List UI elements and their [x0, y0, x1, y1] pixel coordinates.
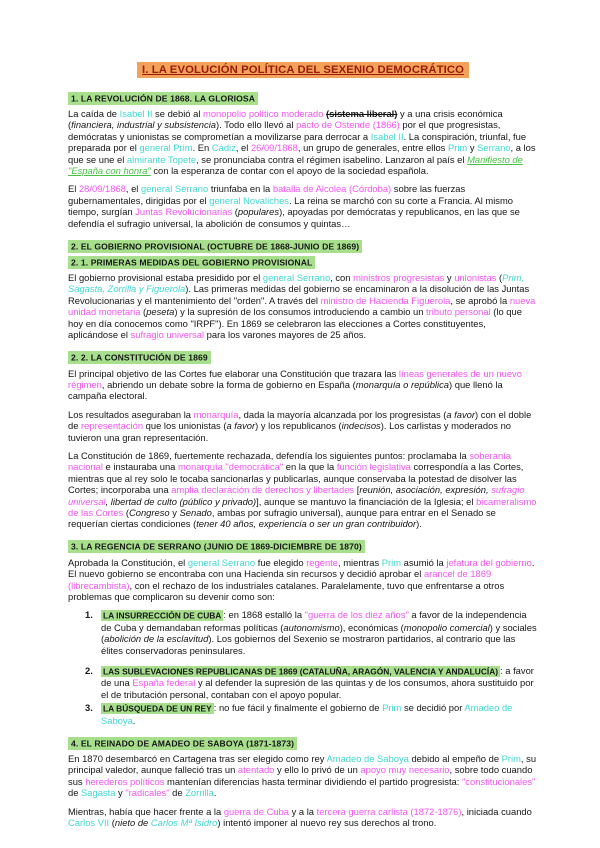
- text-run: Isabel II: [370, 130, 404, 142]
- text-run: (lo que hoy en día conocemos como "IRPF"). En 1869 se celebraron las elecciones a Cortes constituyentes, aplicándose el: [68, 306, 522, 341]
- text-run: , mientras: [338, 556, 382, 568]
- text-run: ministros progresistas: [353, 272, 445, 284]
- text-run: , se aprobó la: [450, 294, 510, 306]
- text-run: . La reina se marchó con su corte a Francia. Al mismo tiempo, surgían: [68, 194, 514, 218]
- section-heading-regencia-serrano: [68, 541, 538, 553]
- text-run: monopolio comercial: [403, 621, 490, 633]
- section-heading-constitucion-1869: [68, 352, 538, 364]
- text-run: , dada la mayoría alcanzada por los progresistas (: [238, 408, 447, 420]
- text-run: Carlos Mª Isidro: [150, 817, 218, 829]
- text-run: general Serrano: [262, 272, 331, 284]
- text-run: , con: [330, 272, 354, 284]
- paragraph-objetivo-cortes: [68, 368, 538, 402]
- paragraph-caida-isabel: [68, 108, 538, 176]
- text-run: Amadeo de Saboya: [326, 753, 409, 765]
- text-run: , libertad de culto (público y privado): [105, 495, 257, 507]
- text-run: Isabel II: [119, 108, 153, 119]
- paragraph-guerras: [68, 806, 538, 829]
- document-title: I. LA EVOLUCIÓN POLÍTICA DEL SEXENIO DEMOCRÁTICO: [137, 62, 469, 78]
- section-heading-label: 2. 1. PRIMERAS MEDIDAS DEL GOBIERNO PROVISIONAL: [68, 256, 315, 269]
- text-run: Carlos VII: [68, 817, 110, 829]
- text-run: Amadeo de Saboya: [101, 702, 513, 726]
- text-run: .: [213, 787, 217, 799]
- text-run: y: [444, 272, 455, 284]
- text-run: 28/09/1868: [78, 183, 126, 195]
- list-item-sublevaciones-republicanas: [85, 665, 538, 700]
- text-run: ), apoyadas por demócratas y republicanos, en las que se defendía el sufragio universal, la abolición de consumos y quintas…: [68, 206, 520, 229]
- text-run: ) y la supresión de los consumos introduciendo a cambio un: [174, 306, 427, 318]
- text-run: , a los que se une el: [68, 142, 536, 165]
- text-run: ).: [416, 518, 422, 530]
- text-run: a favor: [226, 420, 256, 432]
- text-run: Serrano: [477, 142, 511, 154]
- text-run: reunión, asociación, expresión,: [359, 484, 492, 496]
- text-run: herederos políticos: [85, 775, 165, 787]
- text-run: tener 40 años, experiencia o ser un gran contribuidor: [196, 518, 417, 530]
- text-run: pacto de Ostende (1866): [296, 119, 400, 131]
- text-run: , sobre todo cuando sus: [68, 764, 533, 787]
- text-run: jefatura del gobierno: [446, 556, 532, 568]
- text-run: y: [169, 506, 180, 518]
- text-run: tributo personal: [426, 306, 491, 318]
- text-run: correspondía a las Cortes, mientras que al rey solo le tocaba sancionarlas y publicarlas, aunque conservaba la potestad de disolver las Cortes; incorporaba una: [68, 461, 524, 496]
- text-run: y: [467, 142, 478, 154]
- text-run: , con el rechazo de los industriales catalanes. Paralelamente, tuvo que enfrentarse a otros problemas que complicaron su devenir como son:: [68, 579, 505, 602]
- text-run: , el: [235, 142, 251, 154]
- text-run: ). Los carlistas y moderados no tuvieron una gran representación.: [68, 420, 512, 443]
- text-run: Juntas Revolucionarias: [135, 206, 233, 218]
- text-run: a favor: [446, 408, 476, 420]
- text-run: peseta: [146, 306, 175, 318]
- text-run: España federal: [132, 677, 196, 689]
- text-run: que los unionistas (: [143, 420, 227, 432]
- text-run: , el: [125, 183, 141, 195]
- text-run: Los resultados aseguraban la: [68, 408, 194, 420]
- text-run: monarquía o república: [355, 378, 449, 390]
- text-run: : en 1868 estalló la: [223, 609, 305, 621]
- text-run: El principal objetivo de las Cortes fue elaborar una Constitución que trazara las: [68, 367, 399, 379]
- text-run: (: [232, 206, 238, 218]
- text-run: Prim: [501, 753, 521, 765]
- text-run: Prim: [381, 556, 402, 568]
- text-run: soberanía nacional: [68, 449, 512, 473]
- text-run: por el que progresistas, demócratas y unionistas se comprometían a movilizarse para derrocar a: [68, 119, 501, 142]
- text-run: ) y sociales (: [101, 621, 537, 645]
- text-run: apoyo muy necesario: [360, 764, 450, 776]
- text-run: "radicales": [125, 787, 170, 799]
- text-run: "constitucionales": [461, 775, 536, 787]
- text-run: sobre las fuerzas gubernamentales, dirigidas por el: [68, 183, 466, 206]
- text-run: triunfaba en la: [208, 183, 273, 195]
- text-run: abolición de la esclavitud: [104, 633, 209, 645]
- paragraph-puntos-constitucion: [68, 450, 538, 530]
- text-run: general Serrano: [187, 556, 256, 568]
- text-run: (: [109, 817, 115, 829]
- text-run: ) intentó imponer al nuevo rey sus derechos al trono.: [217, 817, 437, 829]
- text-run: (: [496, 272, 503, 284]
- text-run: sufragio universal: [68, 484, 525, 507]
- text-run: regente: [306, 556, 338, 568]
- text-run: almirante Topete: [126, 153, 197, 165]
- text-run: monopolio político moderado: [203, 108, 324, 119]
- text-run: monarquía "democrática": [178, 461, 284, 473]
- text-run: ministro de Hacienda Figuerola: [320, 294, 451, 306]
- text-run: debido al empeño de: [408, 753, 502, 765]
- section-heading-label: 3. LA REGENCIA DE SERRANO (JUNIO DE 1869-DICIEMBRE DE 1870): [68, 540, 365, 553]
- text-run: general Novaliches: [209, 194, 289, 206]
- text-run: , se pronunciaba contra el régimen isabelino. Lanzaron al país el: [196, 153, 468, 165]
- paragraph-resultados-elecciones: [68, 409, 538, 443]
- text-run: bicameralismo de las Cortes: [68, 495, 537, 518]
- text-run: , ambas por sufragio universal), aunque para entrar en el Senado se requerían ciertas condiciones (: [68, 506, 496, 530]
- text-run: con la esperanza de contar con el apoyo de la sociedad española.: [150, 165, 429, 177]
- list-item-number: 3.: [85, 702, 93, 714]
- text-run: ) que llenó la campaña electoral.: [68, 378, 503, 402]
- text-run: general Prim: [139, 142, 193, 154]
- text-run: Congreso: [128, 506, 170, 518]
- text-run: general Serrano: [141, 183, 209, 195]
- section-heading-label: 1. LA REVOLUCIÓN DE 1868. LA GLORIOSA: [68, 92, 258, 105]
- text-run: Senado: [179, 506, 212, 518]
- text-run: nueva unidad monetaria: [68, 294, 536, 318]
- text-run: La Constitución de 1869, fuertemente rechazada, defendía los siguientes puntos: proclamaba la: [68, 449, 470, 461]
- text-run: El: [68, 183, 79, 195]
- list-item-body: [101, 702, 538, 726]
- text-run: para los varones mayores de 25 años.: [204, 329, 367, 341]
- list-item-insurreccion-cuba: [85, 609, 538, 656]
- text-run: [: [354, 484, 360, 496]
- list-item-body: [101, 609, 538, 656]
- text-run: . En: [192, 142, 212, 154]
- text-run: Mientras, había que hacer frente a la: [68, 805, 224, 817]
- text-run: asumió la: [401, 556, 447, 568]
- text-run: ). Las primeras medidas del gobierno se encaminaron a la disolución de las Juntas Revolucionarias y el mantenimiento del "orden". A través del: [68, 283, 530, 306]
- text-run: de: [68, 787, 82, 799]
- text-run: monarquía: [193, 408, 239, 420]
- text-run: a favor de la independencia de Cuba y demandaban reformas políticas (: [101, 609, 527, 633]
- text-run: y: [115, 787, 126, 799]
- section-heading-revolucion-1868: [68, 92, 538, 104]
- list-item-header: LA INSURRECCIÓN DE CUBA: [103, 610, 222, 621]
- text-run: atentado: [237, 764, 275, 776]
- paragraph-batalla-alcolea: [68, 183, 538, 229]
- title-wrap: [68, 63, 538, 77]
- text-run: representación: [81, 420, 144, 432]
- text-run: se debió al: [152, 108, 204, 119]
- text-run: (sistema liberal): [326, 108, 398, 119]
- text-run: populares: [237, 206, 280, 218]
- text-run: unionistas: [454, 272, 497, 284]
- text-run: (: [123, 506, 129, 518]
- text-run: La caída de: [68, 108, 120, 119]
- text-run: sufragio universal: [130, 329, 205, 341]
- text-run: ], aunque se mantuvo la financiación de la Iglesia; el: [256, 495, 477, 507]
- text-run: y ello lo privó de un: [274, 764, 361, 776]
- section-heading-amadeo-saboya: [68, 737, 538, 749]
- text-run: .: [132, 714, 136, 726]
- text-run: batalla de Alcolea (Córdoba): [272, 183, 392, 195]
- text-run: ) con el doble de: [68, 408, 532, 432]
- text-run: (: [140, 306, 147, 318]
- text-run: Manifiesto de "España con honra": [68, 153, 523, 177]
- text-run: : a favor de una: [101, 665, 534, 689]
- list-item-number: 1.: [85, 609, 93, 621]
- list-item-header: LA BÚSQUEDA DE UN REY: [103, 703, 212, 714]
- text-run: El gobierno provisional estaba presidido por el: [68, 272, 263, 284]
- text-run: arancel de 1869 (librecambista): [68, 568, 492, 591]
- text-run: y a una crisis económica (: [68, 108, 503, 131]
- text-run: , abriendo un debate sobre la forma de gobierno en España (: [101, 378, 356, 390]
- text-run: nieto de: [114, 817, 151, 829]
- paragraph-reinado-amadeo: [68, 753, 538, 799]
- section-heading-label: 4. EL REINADO DE AMADEO DE SABOYA (1871-1873): [68, 737, 297, 750]
- text-run: autonomismo: [283, 621, 340, 633]
- text-run: Prim, Sagasta, Zorrilla y Figuerola: [68, 272, 525, 295]
- text-run: ). Todo ello llevó al: [216, 119, 297, 131]
- text-run: amplia declaración de derechos y libertades: [171, 484, 355, 496]
- list-item-busqueda-rey: [85, 702, 538, 726]
- text-run: en la que la: [283, 461, 337, 473]
- section-heading-label: 2. 2. LA CONSTITUCIÓN DE 1869: [68, 351, 211, 364]
- text-run: Zorrilla: [185, 787, 214, 799]
- text-run: función legislativa: [336, 461, 411, 473]
- text-run: Prim: [447, 142, 468, 154]
- text-run: y a la: [288, 805, 317, 817]
- text-run: y al defender la supresión de las quintas y de los consumos, ahora sustituido por el de tributación personal, contaban con el apoyo popular.: [101, 677, 534, 700]
- text-run: financiera, industrial y subsistencia: [71, 119, 216, 131]
- text-run: e instauraba una: [102, 461, 178, 473]
- section-heading-gobierno-provisional: [68, 240, 538, 252]
- text-run: indecisos: [341, 420, 381, 432]
- text-run: ), económicas (: [339, 621, 404, 633]
- text-run: : no fue fácil y finalmente el gobierno de: [213, 702, 383, 714]
- text-run: mantenían diferencias hasta terminar dividiendo el partido progresista:: [164, 775, 462, 787]
- text-run: . La conspiración, triunfal, fue preparada por el: [68, 130, 527, 154]
- text-run: , un grupo de generales, entre ellos: [297, 142, 448, 154]
- problems-ordered-list: [68, 609, 538, 726]
- text-run: ). Los gobiernos del Sexenio se mostraron partidarios, al contrario que las élites conservadoras peninsulares.: [101, 633, 516, 656]
- text-run: líneas generales de un nuevo régimen: [68, 367, 522, 390]
- text-run: se decidió por: [401, 702, 465, 714]
- text-run: fue elegido: [255, 556, 307, 568]
- text-run: tercera guerra carlista (1872-1876): [316, 805, 462, 817]
- section-heading-label: 2. EL GOBIERNO PROVISIONAL (OCTUBRE DE 1868-JUNIO DE 1869): [68, 240, 362, 253]
- text-run: "guerra de los diez años": [304, 609, 409, 621]
- text-run: Prim: [382, 702, 402, 714]
- paragraph-regencia: [68, 557, 538, 603]
- text-run: , su principal valedor, aunque falleció tras un: [68, 753, 537, 776]
- text-run: Aprobada la Constitución, el: [68, 556, 188, 568]
- text-run: ) y los republicanos (: [255, 420, 342, 432]
- text-run: 26/09/1868: [250, 142, 298, 154]
- text-run: , iniciada cuando: [461, 805, 532, 817]
- text-run: Sagasta: [81, 787, 116, 799]
- section-heading-primeras-medidas: [68, 256, 538, 268]
- text-run: . El nuevo gobierno se encontraba con una Hacienda sin recursos y decidió aprobar el: [68, 556, 535, 580]
- text-run: Cádiz: [211, 142, 236, 154]
- list-item-number: 2.: [85, 665, 93, 677]
- list-item-header: LAS SUBLEVACIONES REPUBLICANAS DE 1869 (CATALUÑA, ARAGÓN, VALENCIA Y ANDALUCÍA): [103, 666, 499, 677]
- text-run: de: [169, 787, 186, 799]
- list-item-body: [101, 665, 538, 700]
- text-run: guerra de Cuba: [223, 805, 289, 817]
- paragraph-medidas-gobierno: [68, 272, 538, 340]
- text-run: En 1870 desembarcó en Cartagena tras ser elegido como rey: [68, 753, 327, 765]
